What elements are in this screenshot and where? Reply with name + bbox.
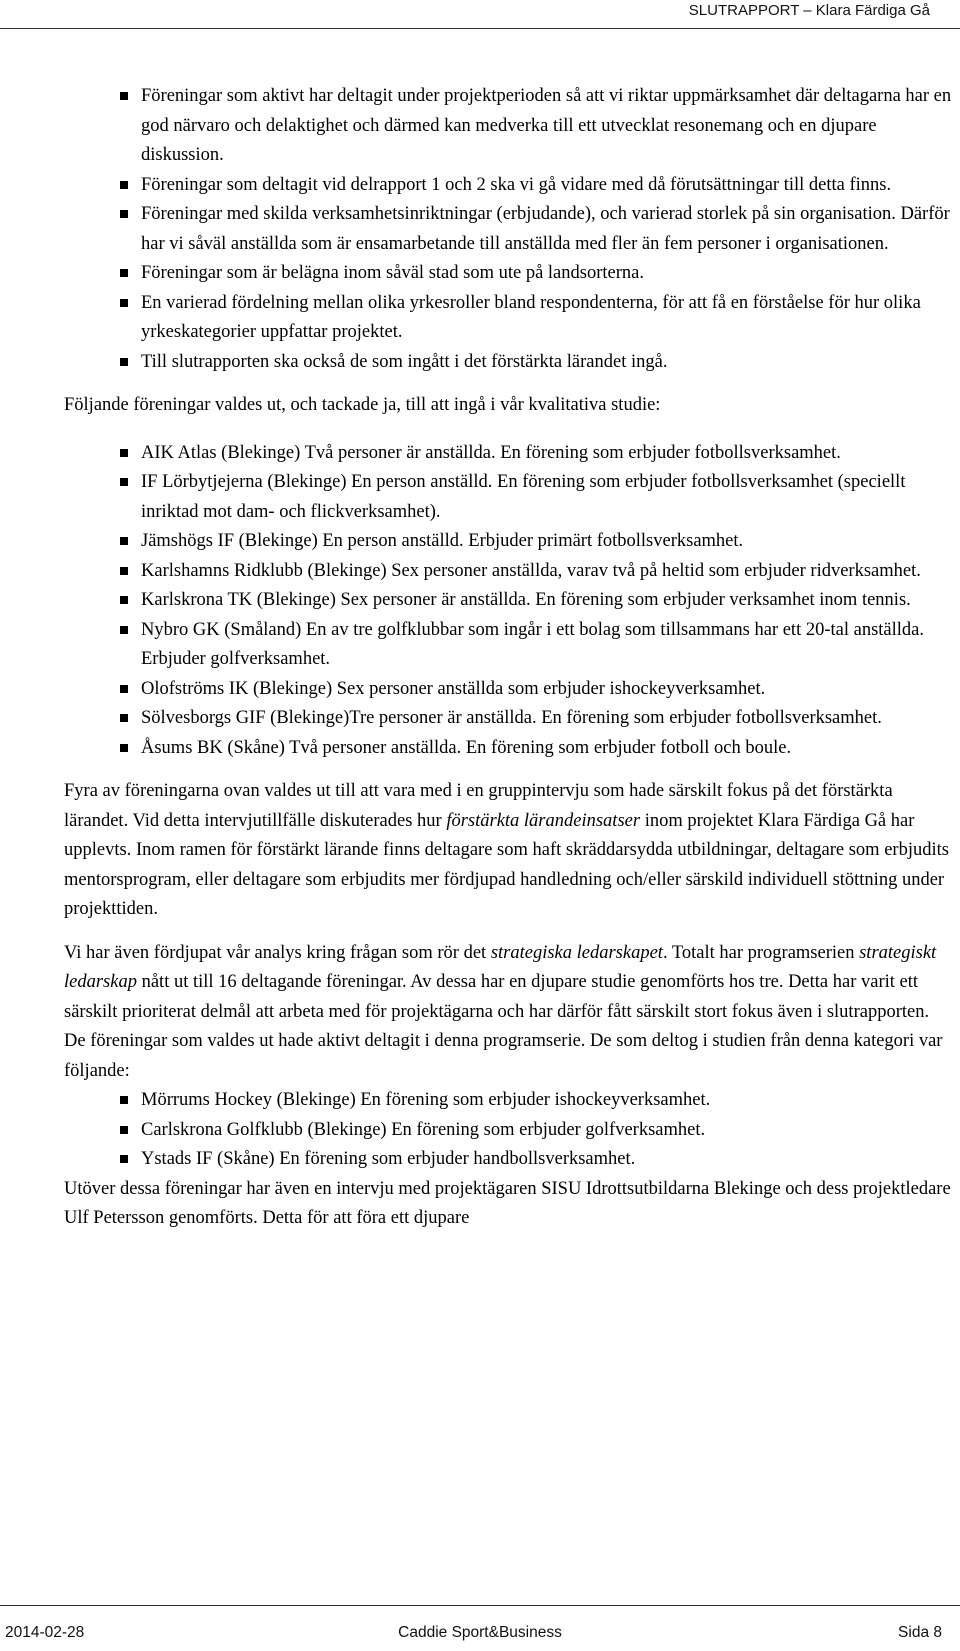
list-item: Karlshamns Ridklubb (Blekinge) Sex personer anställda, varav två på heltid som erbjuder ridverksamhet. xyxy=(64,557,954,587)
list-item: Nybro GK (Småland) En av tre golfklubbar som ingår i ett bolag som tillsammans har ett 20-tal anställda. Erbjuder golfverksamhet. xyxy=(64,616,954,675)
page-header xyxy=(0,0,960,29)
project-owner-paragraph: Utöver dessa föreningar har även en intervju med projektägaren SISU Idrottsutbildarna Blekinge och dess projektledare Ulf Petersson genomförts. Detta för att föra ett djupare xyxy=(64,1178,951,1228)
list-item: Föreningar som deltagit vid delrapport 1 och 2 ska vi gå vidare med då förutsättningar till detta finns. xyxy=(64,171,954,201)
list-item: Ystads IF (Skåne) En förening som erbjuder handbollsverksamhet. xyxy=(64,1145,954,1175)
associations-list xyxy=(64,439,954,764)
footer-company: Caddie Sport&Business xyxy=(398,1624,562,1641)
list-item: Olofströms IK (Blekinge) Sex personer anställda som erbjuder ishockeyverksamhet. xyxy=(64,675,954,705)
page-footer xyxy=(0,1605,960,1651)
list-item: AIK Atlas (Blekinge) Två personer är anställda. En förening som erbjuder fotbollsverksamhet. xyxy=(64,439,954,469)
document-body xyxy=(64,82,954,1234)
list-item: Föreningar som är belägna inom såväl stad som ute på landsorterna. xyxy=(64,259,954,289)
header-title: SLUTRAPPORT – Klara Färdiga Gå xyxy=(688,2,930,19)
list-item: Åsums BK (Skåne) Två personer anställda. En förening som erbjuder fotboll och boule. xyxy=(64,734,954,764)
strategic-list xyxy=(64,1086,954,1175)
footer-date: 2014-02-28 xyxy=(5,1624,85,1641)
footer-page-number: Sida 8 xyxy=(898,1624,942,1641)
list-item: En varierad fördelning mellan olika yrkesroller bland respondenterna, för att få en förståelse för hur olika yrkeskategorier uppfattar projektet. xyxy=(64,289,954,348)
group-interview-paragraph: Fyra av föreningarna ovan valdes ut till att vara med i en gruppintervju som hade särskilt fokus på det förstärkta lärandet. Vid detta intervjutillfälle diskuterades hur förstärkta lärandeinsatser inom projektet Klara Färdiga Gå har upplevts. Inom ramen för förstärkt lärande finns deltagare som haft skräddarsydda utbildningar, deltagare som erbjudits mentorsprogram, eller deltagare som erbjudits mer fördjupad handledning och/eller särskild individuell stöttning under projekttiden. xyxy=(64,781,949,919)
list-item: Föreningar med skilda verksamhetsinriktningar (erbjudande), och varierad storlek på sin organisation. Därför har vi såväl anställda som är ensamarbetande till anställda med fler än fem personer i organisationen. xyxy=(64,200,954,259)
list-item: IF Lörbytjejerna (Blekinge) En person anställd. En förening som erbjuder fotbollsverksamhet (speciellt inriktad mot dam- och flickverksamhet). xyxy=(64,468,954,527)
selected-intro: Följande föreningar valdes ut, och tackade ja, till att ingå i vår kvalitativa studie: xyxy=(64,395,661,415)
list-item: Jämshögs IF (Blekinge) En person anställd. Erbjuder primärt fotbollsverksamhet. xyxy=(64,527,954,557)
list-item: Till slutrapporten ska också de som ingått i det förstärkta lärandet ingå. xyxy=(64,348,954,378)
list-item: Sölvesborgs GIF (Blekinge)Tre personer är anställda. En förening som erbjuder fotbollsverksamhet. xyxy=(64,704,954,734)
list-item: Karlskrona TK (Blekinge) Sex personer är anställda. En förening som erbjuder verksamhet inom tennis. xyxy=(64,586,954,616)
criteria-list xyxy=(64,82,954,377)
list-item: Föreningar som aktivt har deltagit under projektperioden så att vi riktar uppmärksamhet där deltagarna har en god närvaro och delaktighet och därmed kan medverka till ett utvecklat resonemang och en djupare diskussion. xyxy=(64,82,954,171)
list-item: Carlskrona Golfklubb (Blekinge) En förening som erbjuder golfverksamhet. xyxy=(64,1116,954,1146)
strategic-leadership-paragraph: Vi har även fördjupat vår analys kring frågan som rör det strategiska ledarskapet. Totalt har programserien strategiskt ledarskap nått ut till 16 deltagande föreningar. Av dessa har en djupare studie genomförts hos tre. Detta har varit ett särskilt prioriterat delmål att arbeta med för projektägarna och har därför fått särskilt stort fokus även i slutrapporten. De föreningar som valdes ut hade aktivt deltagit i denna programserie. De som deltog i studien från denna kategori var följande: xyxy=(64,942,943,1081)
list-item: Mörrums Hockey (Blekinge) En förening som erbjuder ishockeyverksamhet. xyxy=(64,1086,954,1116)
